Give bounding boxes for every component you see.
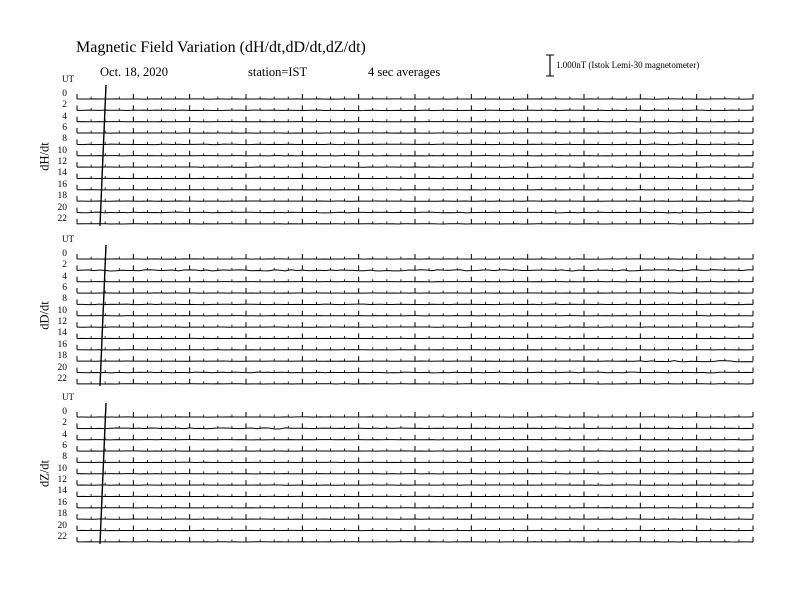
hour-label: 22 bbox=[57, 531, 67, 542]
hour-label: 18 bbox=[57, 351, 67, 362]
hour-label: 8 bbox=[62, 452, 67, 463]
hour-label: 12 bbox=[57, 157, 67, 168]
hour-label: 20 bbox=[57, 362, 67, 373]
hour-label: 2 bbox=[62, 418, 67, 429]
hour-label: 8 bbox=[62, 134, 67, 145]
hour-label: 0 bbox=[62, 407, 67, 417]
scale-bar-label: 1.000nT (Istok Lemi-30 magnetometer) bbox=[556, 60, 700, 70]
date-label: Oct. 18, 2020 bbox=[100, 65, 169, 79]
hour-label: 4 bbox=[62, 429, 67, 440]
hour-label: 12 bbox=[57, 475, 67, 486]
hour-label: 18 bbox=[57, 509, 67, 520]
hour-label: 20 bbox=[57, 520, 67, 531]
hour-label: 10 bbox=[57, 305, 67, 316]
station-label: station=IST bbox=[248, 65, 308, 79]
hour-label: 16 bbox=[57, 179, 67, 190]
ut-label: UT bbox=[62, 392, 74, 402]
hour-label: 6 bbox=[62, 283, 67, 294]
hour-label: 10 bbox=[57, 145, 67, 156]
hour-label: 0 bbox=[62, 89, 67, 99]
hour-label: 6 bbox=[62, 123, 67, 134]
hour-label: 4 bbox=[62, 271, 67, 282]
hour-label: 16 bbox=[57, 339, 67, 350]
hour-label: 22 bbox=[57, 213, 67, 224]
ut-label: UT bbox=[62, 74, 74, 84]
hour-label: 16 bbox=[57, 497, 67, 508]
hour-label: 22 bbox=[57, 373, 67, 384]
hour-label: 6 bbox=[62, 441, 67, 452]
hour-label: 8 bbox=[62, 294, 67, 305]
panel-ylabel: dH/dt bbox=[37, 142, 52, 171]
hour-label: 4 bbox=[62, 111, 67, 122]
hour-label: 14 bbox=[57, 328, 67, 339]
hour-label: 2 bbox=[62, 260, 67, 271]
hour-label: 0 bbox=[62, 249, 67, 259]
hour-label: 14 bbox=[57, 168, 67, 179]
hour-label: 18 bbox=[57, 191, 67, 202]
panels-group bbox=[77, 85, 753, 544]
ut-label: UT bbox=[62, 234, 74, 244]
hour-label: 14 bbox=[57, 486, 67, 497]
panel-ylabel: dD/dt bbox=[37, 301, 52, 330]
panel-dH-dt bbox=[77, 85, 753, 226]
averaging-label: 4 sec averages bbox=[368, 65, 441, 79]
hour-label: 20 bbox=[57, 202, 67, 213]
hour-label: 2 bbox=[62, 100, 67, 111]
hour-label: 10 bbox=[57, 463, 67, 474]
hour-label: 12 bbox=[57, 317, 67, 328]
chart-title: Magnetic Field Variation (dH/dt,dD/dt,dZ/dt) bbox=[76, 39, 366, 56]
scale-bar bbox=[546, 55, 554, 76]
panel-ylabel: dZ/dt bbox=[37, 459, 52, 488]
panel-dD-dt bbox=[77, 245, 753, 386]
panel-dZ-dt bbox=[77, 403, 753, 544]
